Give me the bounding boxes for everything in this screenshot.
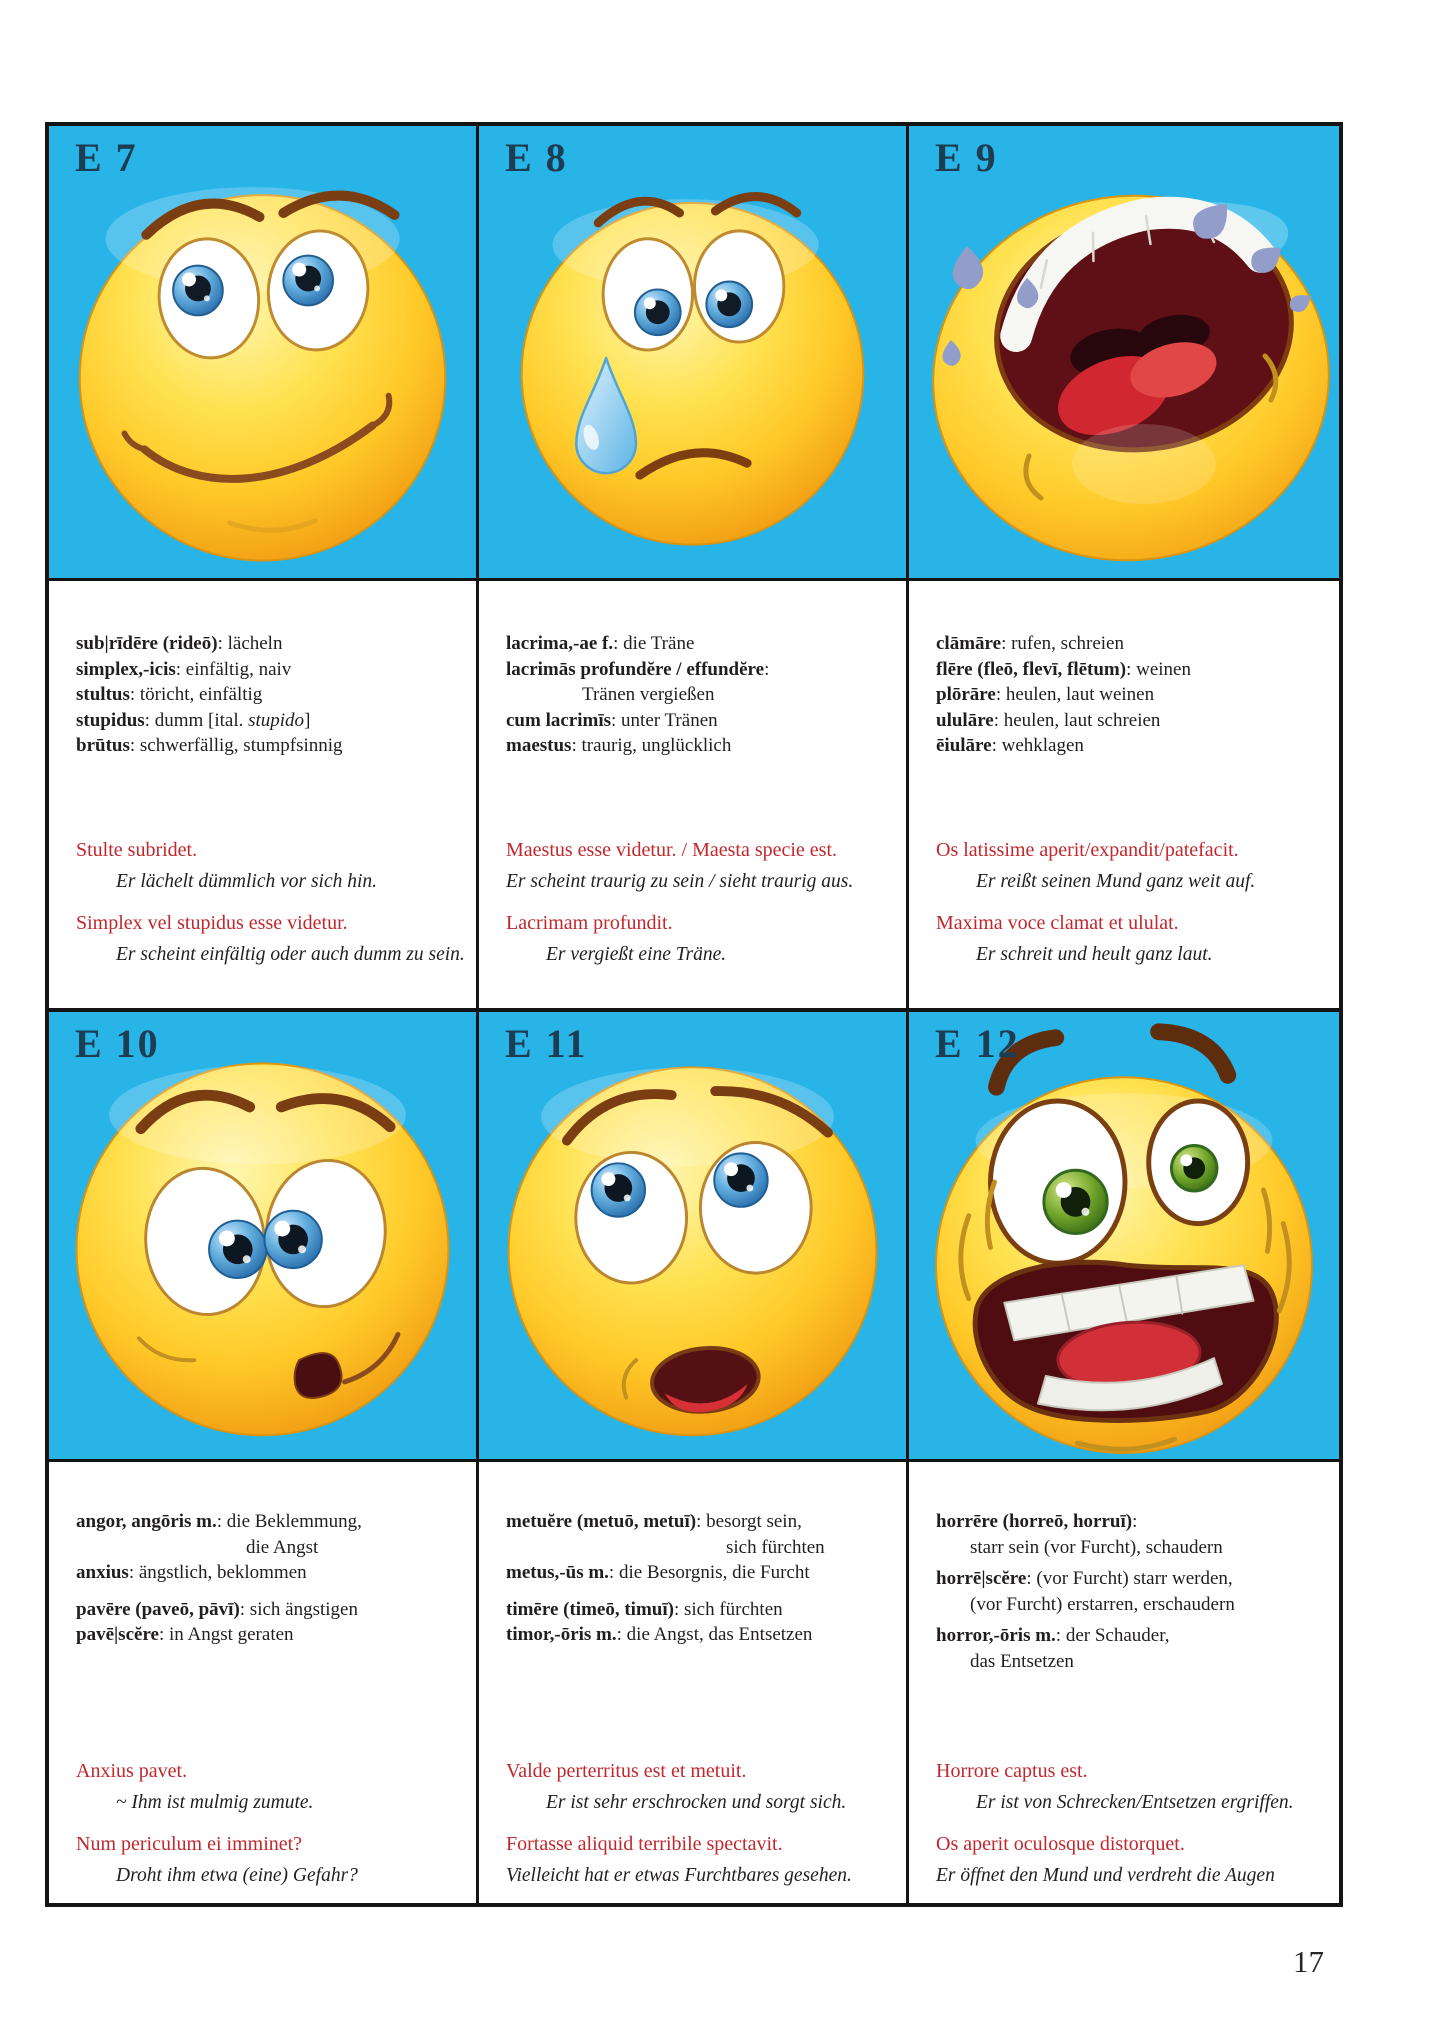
vocab-term: maestus [506, 735, 572, 756]
vocab-list [49, 581, 476, 759]
card-e10 [49, 1012, 479, 1903]
vocab-line [936, 1566, 1327, 1592]
vocab-list [479, 581, 906, 759]
vocab-term: plōrāre [936, 684, 996, 705]
example-pair [506, 837, 898, 895]
vocab-definition: : heulen, laut schreien [993, 709, 1161, 731]
example-german-translation: Er scheint traurig zu sein / sieht traurig aus. [506, 871, 854, 892]
card-label: E 10 [75, 1021, 160, 1066]
vocab-definition: : (vor Furcht) starr werden, [1026, 1568, 1233, 1589]
card-label: E 7 [75, 135, 138, 180]
card-label: E 11 [505, 1021, 588, 1066]
example-sentences [76, 837, 468, 983]
vocab-italic-note: stupido [248, 709, 305, 731]
vocab-term: metuĕre (metuō, metuī) [506, 1511, 697, 1532]
sad-teardrop-emoji [479, 126, 906, 578]
vocab-list [909, 581, 1339, 759]
vocab-definition: : die Träne [613, 633, 695, 654]
example-pair [76, 910, 468, 968]
example-sentences [936, 837, 1331, 983]
vocab-definition: : sich ängstigen [239, 1598, 358, 1620]
example-german-translation: Er ist sehr erschrocken und sorgt sich. [546, 1792, 847, 1813]
example-latin: Num periculum ei imminet? [76, 1833, 303, 1855]
vocab-term: metus,-ūs m. [506, 1562, 609, 1583]
emoji-panel [479, 1012, 906, 1462]
vocab-term: clāmāre [936, 633, 1002, 654]
example-pair [506, 1758, 898, 1816]
vocab-definition: : rufen, schreien [1001, 633, 1124, 654]
vocab-definition: : der Schauder, [1055, 1625, 1170, 1646]
vocab-definition: : unter Tränen [611, 709, 718, 731]
example-german-translation: ~ Ihm ist mulmig zumute. [116, 1792, 314, 1813]
vocab-line [936, 1509, 1327, 1535]
card-e7 [49, 126, 479, 1012]
example-latin: Simplex vel stupidus esse videtur. [76, 912, 348, 934]
vocab-definition: : die Besorgnis, die Furcht [608, 1562, 810, 1583]
example-latin: Fortasse aliquid terribile spectavit. [506, 1833, 783, 1855]
emoji-panel [479, 126, 906, 581]
vocab-panel [479, 1462, 906, 1903]
vocab-line [506, 1560, 894, 1586]
vocab-list [49, 1462, 476, 1648]
card-label: E 9 [935, 135, 998, 180]
vocab-line [936, 708, 1327, 734]
vocab-definition: : heulen, laut weinen [995, 684, 1155, 705]
emoji-panel [909, 1012, 1339, 1462]
vocab-definition: Tränen vergießen [582, 684, 715, 705]
anxious-frightened-emoji [479, 1012, 906, 1459]
example-german-translation: Droht ihm etwa (eine) Gefahr? [116, 1865, 358, 1886]
vocab-term: stultus [76, 684, 130, 705]
vocab-term: angor, angōris m. [76, 1511, 217, 1532]
example-sentences [506, 837, 898, 983]
card-label: E 8 [505, 135, 568, 180]
card-label: E 12 [935, 1021, 1020, 1066]
vocab-term: ululāre [936, 709, 994, 731]
vocab-term: pavēre (paveō, pāvī) [76, 1598, 240, 1620]
example-pair [936, 910, 1331, 968]
emoji-panel [49, 1012, 476, 1462]
vocab-definition: : [1132, 1511, 1138, 1532]
vocab-definition: : die Angst, das Entsetzen [616, 1624, 813, 1645]
vocab-term: timor,-ōris m. [506, 1624, 617, 1645]
example-pair [506, 1831, 898, 1889]
vocab-definition: : einfältig, naiv [175, 658, 292, 680]
vocab-definition: : besorgt sein, [696, 1511, 802, 1532]
vocab-definition: : in Angst geraten [158, 1624, 294, 1645]
example-pair [936, 1758, 1331, 1816]
vocab-line [506, 1509, 894, 1535]
vocab-term: stupidus [76, 709, 145, 731]
vocab-term: cum lacrimīs [506, 709, 612, 731]
emoji-panel [909, 126, 1339, 581]
vocab-line [936, 682, 1327, 708]
vocab-term: ēiulāre [936, 735, 992, 756]
example-latin: Stulte subridet. [76, 839, 198, 861]
vocab-term: horrēre (horreō, horruī) [936, 1511, 1133, 1532]
vocab-definition: sich fürchten [726, 1536, 825, 1558]
vocab-panel [909, 1462, 1339, 1903]
terrified-screaming-emoji [909, 1012, 1339, 1459]
vocab-definition: starr sein (vor Furcht), schaudern [970, 1536, 1223, 1558]
card-e8 [479, 126, 909, 1012]
vocab-definition: : wehklagen [991, 735, 1084, 756]
card-e12 [909, 1012, 1339, 1903]
vocab-line-continuation [936, 1535, 1327, 1561]
vocab-card-grid [45, 122, 1343, 1907]
example-german-translation: Er öffnet den Mund und verdreht die Augen [936, 1865, 1275, 1886]
vocab-line [936, 1623, 1327, 1649]
vocab-line [506, 733, 894, 759]
emoji-panel [49, 126, 476, 581]
example-german-translation: Er lächelt dümmlich vor sich hin. [116, 871, 378, 892]
example-german-translation: Er reißt seinen Mund ganz weit auf. [976, 871, 1256, 892]
wailing-crying-emoji [909, 126, 1339, 578]
vocab-line-continuation [76, 1535, 464, 1561]
vocab-line [76, 733, 464, 759]
vocab-line-continuation [506, 682, 894, 708]
smug-smiling-emoji [49, 126, 476, 578]
vocab-term: lacrima,-ae f. [506, 633, 614, 654]
vocab-panel [49, 1462, 476, 1903]
vocab-definition: : weinen [1126, 658, 1191, 680]
example-pair [76, 1758, 468, 1816]
vocab-line [506, 1622, 894, 1648]
example-latin: Lacrimam profundit. [506, 912, 673, 934]
vocab-panel [49, 581, 476, 1012]
vocab-line [936, 733, 1327, 759]
example-german-translation: Er schreit und heult ganz laut. [976, 944, 1213, 965]
vocab-definition: : die Beklemmung, [216, 1511, 362, 1532]
vocab-line [506, 631, 894, 657]
vocab-definition: das Entsetzen [970, 1650, 1074, 1672]
example-latin: Maestus esse videtur. / Maesta specie est. [506, 839, 838, 861]
example-pair [506, 910, 898, 968]
vocab-line [76, 1509, 464, 1535]
example-latin: Anxius pavet. [76, 1760, 188, 1782]
vocab-term: simplex,-icis [76, 658, 176, 680]
vocab-definition: : sich fürchten [673, 1598, 783, 1620]
worried-puzzled-emoji [49, 1012, 476, 1459]
vocab-line [76, 1597, 464, 1623]
vocab-line [76, 708, 464, 734]
example-pair [936, 1831, 1331, 1889]
vocab-line [76, 657, 464, 683]
example-latin: Maxima voce clamat et ululat. [936, 912, 1179, 934]
card-e9 [909, 126, 1339, 1012]
vocab-line-continuation [936, 1649, 1327, 1675]
vocab-term: lacrimās profundĕre / effundĕre [506, 658, 765, 680]
vocab-definition: : dumm [ital. [144, 709, 249, 731]
vocab-line [506, 657, 894, 683]
example-latin: Valde perterritus est et metuit. [506, 1760, 747, 1782]
vocab-line-continuation [936, 1592, 1327, 1618]
vocab-definition: (vor Furcht) erstarren, erschaudern [970, 1593, 1235, 1615]
example-latin: Os latissime aperit/expandit/patefacit. [936, 839, 1239, 861]
example-german-translation: Er ist von Schrecken/Entsetzen ergriffen. [976, 1792, 1294, 1813]
vocab-definition: : ängstlich, beklommen [128, 1562, 307, 1583]
card-e11 [479, 1012, 909, 1903]
vocab-term: anxius [76, 1562, 129, 1583]
vocab-term: horror,-ōris m. [936, 1625, 1056, 1646]
example-german-translation: Er vergießt eine Träne. [546, 944, 727, 965]
example-sentences [506, 1758, 898, 1904]
vocab-line [76, 1560, 464, 1586]
vocab-definition: : lächeln [217, 633, 283, 654]
vocab-definition: ] [304, 709, 311, 731]
vocab-list [909, 1462, 1339, 1674]
vocab-line [936, 631, 1327, 657]
vocab-line [76, 631, 464, 657]
vocab-definition: : schwerfällig, stumpfsinnig [129, 735, 343, 756]
vocab-list [479, 1462, 906, 1648]
example-latin: Os aperit oculosque distorquet. [936, 1833, 1185, 1855]
example-sentences [76, 1758, 468, 1904]
example-pair [76, 1831, 468, 1889]
example-pair [936, 837, 1331, 895]
vocab-panel [909, 581, 1339, 1012]
example-sentences [936, 1758, 1331, 1904]
vocab-term: sub|rīdēre (rideō) [76, 633, 218, 654]
vocab-term: timēre (timeō, timuī) [506, 1598, 674, 1620]
page-number: 17 [1293, 1944, 1324, 1979]
vocab-term: pavē|scĕre [76, 1624, 159, 1645]
vocab-panel [479, 581, 906, 1012]
vocab-term: brūtus [76, 735, 130, 756]
vocab-line [506, 708, 894, 734]
example-german-translation: Vielleicht hat er etwas Furchtbares gesehen. [506, 1865, 852, 1886]
vocab-definition: : töricht, einfältig [129, 684, 263, 705]
vocab-definition: : traurig, unglücklich [571, 735, 732, 756]
grimace-mouth [975, 1262, 1276, 1420]
vocab-line [76, 1622, 464, 1648]
vocab-term: horrē|scĕre [936, 1568, 1027, 1589]
vocab-line [76, 682, 464, 708]
vocab-line [506, 1597, 894, 1623]
vocab-definition: : [764, 658, 770, 680]
vocab-term: flēre (fleō, flevī, flētum) [936, 658, 1127, 680]
vocab-definition: die Angst [246, 1536, 319, 1558]
vocab-line [936, 657, 1327, 683]
example-pair [76, 837, 468, 895]
vocab-line-continuation [506, 1535, 894, 1561]
example-german-translation: Er scheint einfältig oder auch dumm zu sein. [116, 944, 465, 965]
example-latin: Horrore captus est. [936, 1760, 1088, 1782]
